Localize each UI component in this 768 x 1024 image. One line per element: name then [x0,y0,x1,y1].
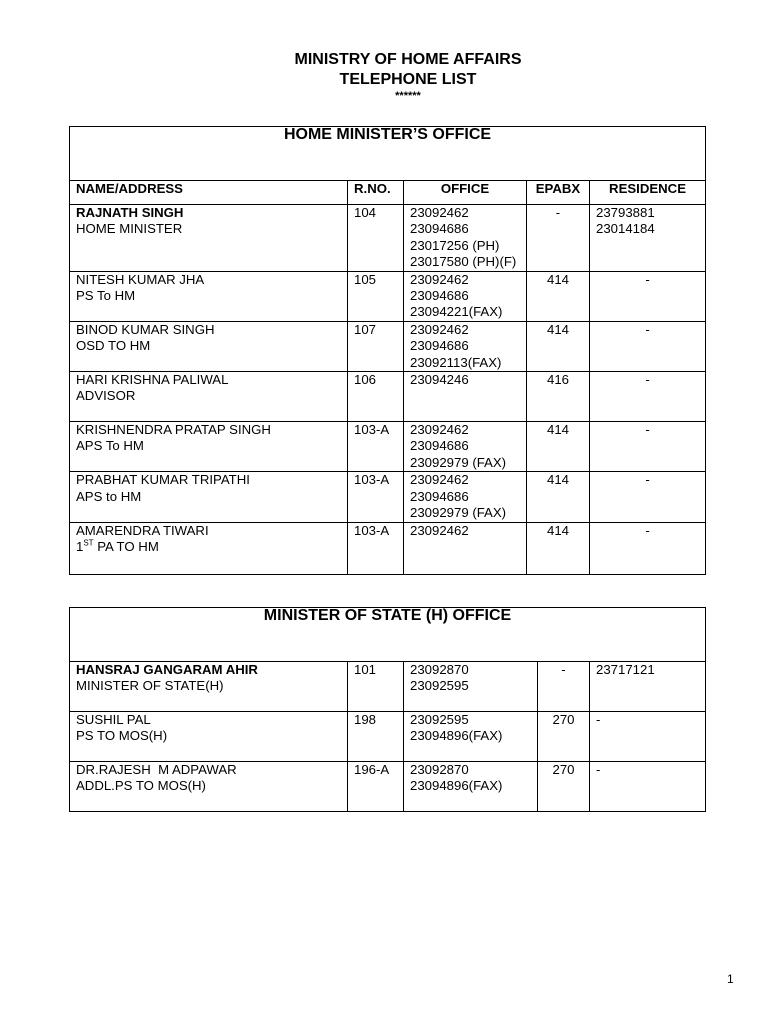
rno-cell: 103-A [348,422,404,472]
office-number: 23092462 [410,271,469,287]
office-number: 23094896(FAX) [410,728,503,744]
home-minister-office-table [69,126,706,575]
column-header-row [70,181,706,205]
residence-cell: - [590,372,706,422]
office-number: 23094686 [410,488,469,504]
table-row [70,422,706,472]
rno-cell: 104 [348,205,404,272]
col-name-header: NAME/ADDRESS [70,181,348,205]
office-number: 23092979 (FAX) [410,505,507,521]
person-designation: MINISTER OF STATE(H) [76,678,224,694]
col-rno-header: R.NO. [348,181,404,205]
office-number: 23092870 [410,762,469,777]
table-row [70,712,706,762]
rno-cell: 103-A [348,522,404,574]
person-name: NITESH KUMAR JHA [76,271,205,287]
office-cell [404,712,538,762]
table-row [70,271,706,321]
list-title: TELEPHONE LIST [339,71,477,88]
table-row [70,522,706,574]
name-cell [70,321,348,371]
epabx-cell: - [527,205,590,272]
rno-cell: 101 [348,662,404,712]
section-title-row [70,127,706,181]
residence-cell: - [590,762,706,812]
table-row [70,372,706,422]
person-name: BINOD KUMAR SINGH [76,321,215,337]
office-number: 23094686 [410,438,469,454]
table-row [70,472,706,522]
epabx-cell: 414 [527,522,590,574]
residence-cell: - [590,321,706,371]
person-designation: PS To HM [76,288,136,304]
office-cell [404,321,527,371]
residence-cell: - [590,522,706,574]
office-cell [404,422,527,472]
rno-cell: 105 [348,271,404,321]
person-name: HARI KRISHNA PALIWAL [76,372,229,388]
rno-cell: 196-A [348,762,404,812]
office-cell [404,522,527,574]
table-row [70,205,706,272]
epabx-cell: 414 [527,271,590,321]
office-number: 23094686 [410,338,469,354]
rno-cell: 106 [348,372,404,422]
office-number: 23092462 [410,422,469,438]
person-designation: ADVISOR [76,388,136,404]
table-row [70,321,706,371]
title-separator: ****** [395,90,421,102]
office-number: 23092462 [410,472,469,488]
name-cell [70,422,348,472]
office-number: 23017256 (PH) [410,237,500,253]
person-name: HANSRAJ GANGARAM AHIR [76,662,258,677]
residence-number: 23014184 [596,221,655,237]
person-designation: OSD TO HM [76,338,151,354]
residence-cell: - [590,712,706,762]
office-number: 23094896(FAX) [410,778,503,794]
section-title: HOME MINISTER’S OFFICE [70,127,706,181]
name-cell [70,205,348,272]
person-name: KRISHNENDRA PRATAP SINGH [76,422,271,438]
epabx-cell: 414 [527,472,590,522]
residence-cell: - [590,422,706,472]
person-name: DR.RAJESH M ADPAWAR [76,762,237,777]
person-designation: APS To HM [76,438,144,454]
person-designation: ADDL.PS TO MOS(H) [76,778,206,794]
document-header [0,50,768,102]
person-name: RAJNATH SINGH [76,205,184,220]
residence-number: 23793881 [596,205,655,220]
office-number: 23092979 (FAX) [410,454,507,470]
office-cell [404,662,538,712]
office-number: 23092595 [410,712,469,727]
office-number: 23094246 [410,372,469,388]
section-title-row [70,608,706,662]
office-number: 23092595 [410,678,469,694]
office-number: 23092462 [410,205,469,220]
person-name: AMARENDRA TIWARI [76,522,209,538]
rno-cell: 103-A [348,472,404,522]
epabx-cell: 270 [538,762,590,812]
office-cell [404,271,527,321]
col-residence-header: RESIDENCE [590,181,706,205]
name-cell [70,522,348,574]
office-cell [404,205,527,272]
name-cell [70,712,348,762]
office-number: 23092462 [410,522,469,538]
epabx-cell: 270 [538,712,590,762]
person-designation: HOME MINISTER [76,221,183,237]
epabx-cell: 416 [527,372,590,422]
office-number: 23092113(FAX) [410,354,502,370]
section-title: MINISTER OF STATE (H) OFFICE [70,608,706,662]
name-cell [70,372,348,422]
table-row [70,762,706,812]
page-number: 1 [727,972,734,986]
ministry-title: MINISTRY OF HOME AFFAIRS [294,51,522,68]
office-number: 23092870 [410,662,469,677]
office-number: 23094686 [410,221,469,237]
office-number: 23092462 [410,321,469,337]
name-cell [70,662,348,712]
office-number: 23017580 (PH)(F) [410,254,517,270]
residence-cell: - [590,271,706,321]
name-cell [70,271,348,321]
name-cell [70,472,348,522]
office-number: 23094686 [410,288,469,304]
table-row [70,662,706,712]
office-cell [404,762,538,812]
col-epabx-header: EPABX [527,181,590,205]
person-name: SUSHIL PAL [76,712,151,727]
rno-cell: 107 [348,321,404,371]
person-designation: 1ST PA TO HM [76,538,159,554]
col-office-header: OFFICE [404,181,527,205]
office-cell [404,472,527,522]
minister-of-state-office-table [69,607,706,812]
residence-cell: - [590,472,706,522]
person-designation: PS TO MOS(H) [76,728,168,744]
office-cell [404,372,527,422]
epabx-cell: 414 [527,321,590,371]
epabx-cell: 414 [527,422,590,472]
rno-cell: 198 [348,712,404,762]
epabx-cell: - [538,662,590,712]
office-number: 23094221(FAX) [410,304,503,320]
residence-cell [590,205,706,272]
residence-cell: 23717121 [590,662,706,712]
person-name: PRABHAT KUMAR TRIPATHI [76,472,250,488]
name-cell [70,762,348,812]
person-designation: APS to HM [76,488,142,504]
